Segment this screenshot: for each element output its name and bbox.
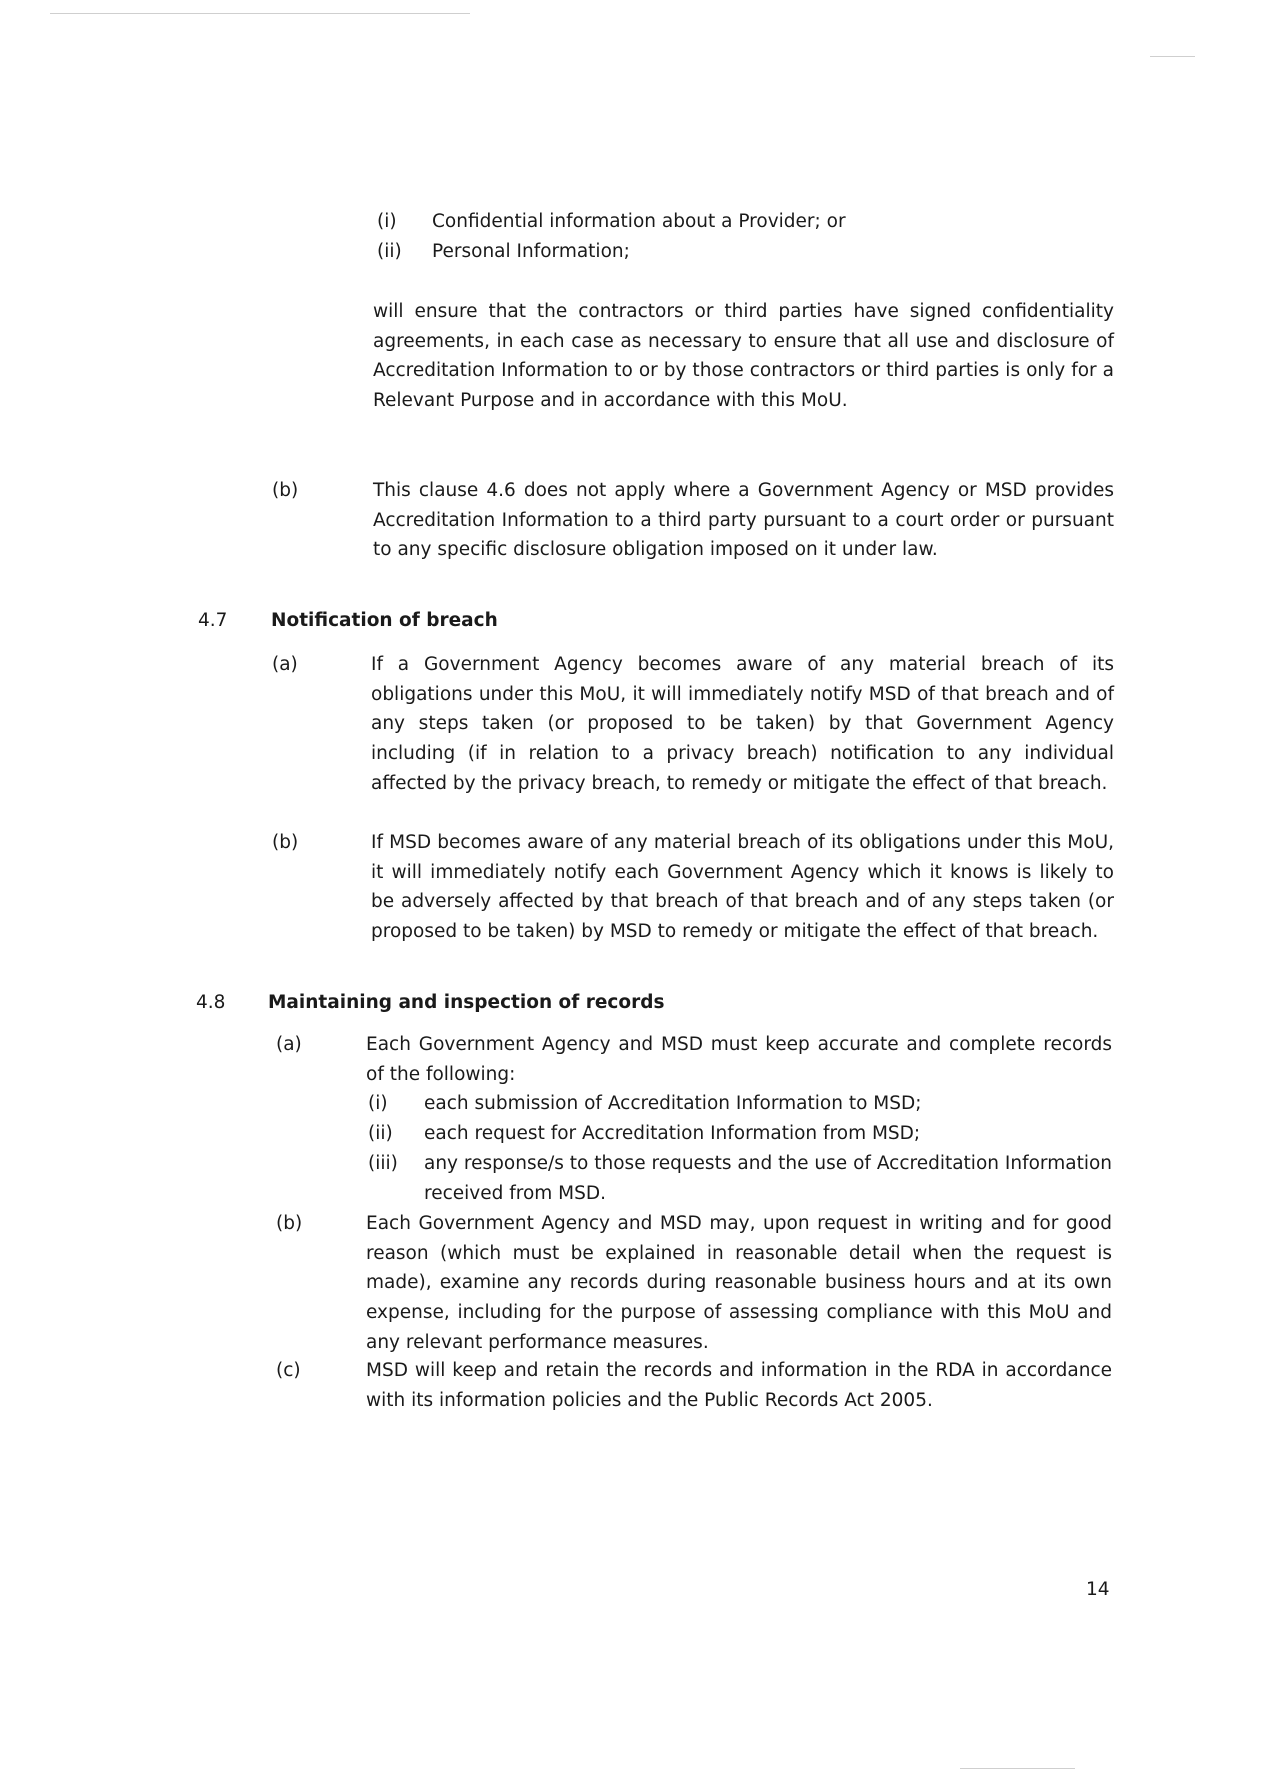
clause-label: (a) [272,654,298,675]
section-heading: Maintaining and inspection of records [268,992,665,1013]
clause-text: Each Government Agency and MSD must keep accurate and complete records of the following: [366,1034,1112,1085]
list-item-label: (ii) [377,241,402,262]
clause-label: (c) [276,1360,301,1381]
page-number: 14 [1086,1579,1110,1600]
list-item-label: (iii) [368,1153,398,1174]
section-number: 4.8 [196,992,226,1013]
scan-artifact-bottom [960,1768,1075,1769]
scan-artifact-top [50,13,470,14]
clause-text: Each Government Agency and MSD may, upon request in writing and for good reason (which must be explained in reasonable detail when the request is made), examine any records during reasonable business hours and at its own expense, including for the purpose of assessing compliance with this MoU and any relevant performance measures. [366,1213,1112,1353]
clause-label: (b) [272,480,299,501]
list-item-label: (i) [377,211,397,232]
clause-text: If a Government Agency becomes aware of any material breach of its obligations under this MoU, it will immediately notify MSD of that breach and of any steps taken (or proposed to be taken) by that Government Agency including (if in relation to a privacy breach) notification to any individual affected by the privacy breach, to remedy or mitigate the effect of that breach. [371,654,1114,794]
clause-text: If MSD becomes aware of any material breach of its obligations under this MoU, it will immediately notify each Government Agency which it knows is likely to be adversely affected by that breach of that breach and of any steps taken (or proposed to be taken) by MSD to remedy or mitigate the effect of that breach. [371,832,1114,943]
clause-text: This clause 4.6 does not apply where a Government Agency or MSD provides Accreditation Information to a third party pursuant to a court order or pursuant to any specific disclosure obligation imposed on it under law. [373,480,1114,561]
clause-text: MSD will keep and retain the records and information in the RDA in accordance with its information policies and the Public Records Act 2005. [366,1360,1112,1411]
list-item-text: any response/s to those requests and the use of Accreditation Information received from MSD. [424,1153,1112,1204]
list-item-label: (i) [368,1093,388,1114]
scan-artifact-top-right [1150,56,1195,57]
section-heading: Notification of breach [271,610,498,631]
clause-label: (a) [276,1034,302,1055]
clause-label: (b) [276,1213,303,1234]
list-item-text: each request for Accreditation Information from MSD; [424,1123,921,1144]
list-item-text: Personal Information; [432,241,630,262]
list-item-text: each submission of Accreditation Information to MSD; [424,1093,922,1114]
list-item-text: Confidential information about a Provider; or [432,211,846,232]
clause-continuation: will ensure that the contractors or third parties have signed confidentiality agreements, in each case as necessary to ensure that all use and disclosure of Accreditation Information to or by those contractors or third parties is only for a Relevant Purpose and in accordance with this MoU. [373,301,1114,412]
clause-label: (b) [272,832,299,853]
section-number: 4.7 [198,610,228,631]
list-item-label: (ii) [368,1123,393,1144]
